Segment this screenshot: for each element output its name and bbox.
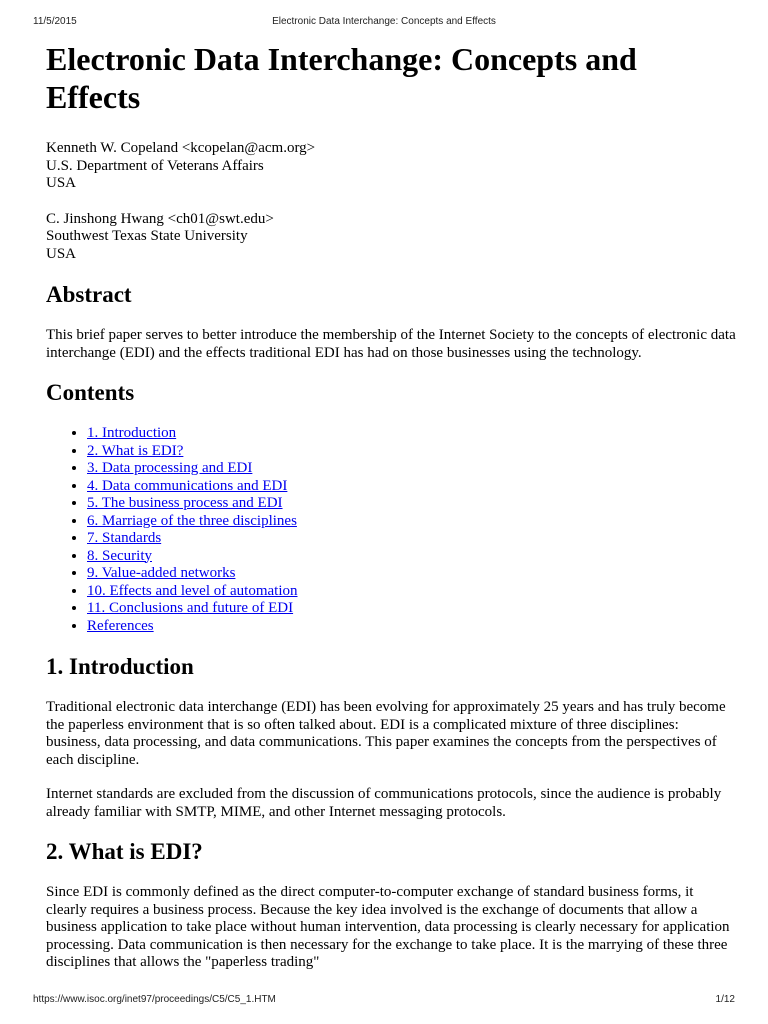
- toc-item: [87, 565, 736, 583]
- toc-item: [87, 495, 736, 513]
- toc-item: [87, 618, 736, 636]
- abstract-heading: Abstract: [46, 282, 132, 307]
- table-of-contents: [46, 425, 736, 635]
- author-block: [46, 140, 736, 193]
- toc-link-what-is-edi[interactable]: 2. What is EDI?: [87, 442, 184, 459]
- toc-link-business-process[interactable]: 5. The business process and EDI: [87, 495, 283, 511]
- contents-heading: Contents: [46, 380, 135, 405]
- toc-link-value-added-networks[interactable]: 9. Value-added networks: [87, 565, 236, 581]
- page-number: 1/12: [715, 994, 735, 1005]
- toc-item: [87, 583, 736, 601]
- author-affiliation: U.S. Department of Veterans Affairs: [46, 157, 264, 174]
- introduction-paragraph: Internet standards are excluded from the discussion of communications protocols, since the audience is probably already familiar with SMTP, MIME, and other Internet messaging protocols.: [46, 786, 722, 820]
- toc-item: [87, 530, 736, 548]
- print-url: https://www.isoc.org/inet97/proceedings/C5/C5_1.HTM: [33, 994, 276, 1005]
- author-country: USA: [46, 245, 77, 262]
- introduction-paragraph: Traditional electronic data interchange (EDI) has been evolving for approximately 25 years and has truly become the paperless environment that is so often talked about. EDI is a complicated mixture of three disciplines: business, data processing, and data communications. This paper examines the concepts from the perspectives of each discipline.: [46, 699, 726, 768]
- toc-item: [87, 548, 736, 566]
- introduction-heading: 1. Introduction: [46, 654, 194, 679]
- toc-link-marriage[interactable]: 6. Marriage of the three disciplines: [87, 512, 297, 529]
- page-title: Electronic Data Interchange: Concepts and Effects: [46, 41, 637, 115]
- abstract-text: This brief paper serves to better introduce the membership of the Internet Society to the concepts of electronic data interchange (EDI) and the effects traditional EDI has had on those businesses using the technology.: [46, 327, 736, 361]
- what-is-edi-paragraph: Since EDI is commonly defined as the direct computer-to-computer exchange of standard business forms, it clearly requires a business process. Because the key idea involved is the exchange of documents that allow a business application to take place without human intervention, data processing is clearly necessary for application processing. Data communication is then necessary for the exchange to take place. It is the marrying of these three disciplines that allows the "paperless trading": [46, 884, 730, 970]
- document-body: [46, 40, 736, 989]
- toc-link-data-processing[interactable]: 3. Data processing and EDI: [87, 460, 253, 476]
- toc-item: [87, 443, 736, 461]
- toc-link-references[interactable]: References: [87, 617, 154, 634]
- toc-link-effects[interactable]: 10. Effects and level of automation: [87, 582, 298, 599]
- print-date: 11/5/2015: [33, 16, 77, 27]
- toc-item: [87, 425, 736, 443]
- author-block: [46, 211, 736, 264]
- print-header: [33, 16, 735, 30]
- toc-item: [87, 600, 736, 618]
- author-country: USA: [46, 175, 77, 191]
- toc-link-data-communications[interactable]: 4. Data communications and EDI: [87, 477, 288, 494]
- author-affiliation: Southwest Texas State University: [46, 228, 248, 244]
- toc-item: [87, 478, 736, 496]
- toc-item: [87, 513, 736, 531]
- print-title: Electronic Data Interchange: Concepts and Effects: [272, 16, 496, 27]
- author-name: C. Jinshong Hwang <ch01@swt.edu>: [46, 210, 274, 227]
- toc-item: [87, 460, 736, 478]
- toc-link-standards[interactable]: 7. Standards: [87, 530, 162, 546]
- toc-link-introduction[interactable]: 1. Introduction: [87, 425, 177, 441]
- toc-link-conclusions[interactable]: 11. Conclusions and future of EDI: [87, 600, 294, 616]
- author-name: Kenneth W. Copeland <kcopelan@acm.org>: [46, 140, 316, 156]
- toc-link-security[interactable]: 8. Security: [87, 547, 152, 564]
- print-footer: [33, 994, 735, 1008]
- what-is-edi-heading: 2. What is EDI?: [46, 839, 203, 864]
